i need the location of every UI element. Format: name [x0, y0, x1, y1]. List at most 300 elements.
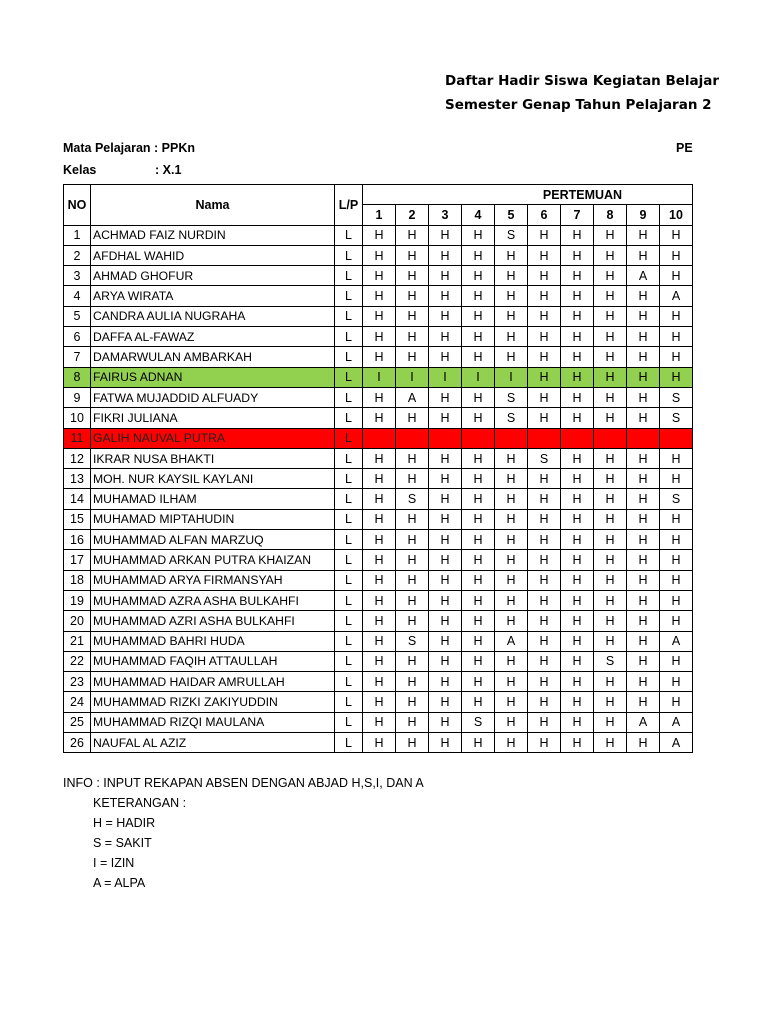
cell-lp[interactable]: L [335, 651, 363, 671]
cell-lp[interactable]: L [335, 367, 363, 387]
cell-attendance[interactable]: H [528, 733, 561, 753]
cell-attendance[interactable]: H [660, 448, 693, 468]
cell-attendance[interactable]: H [396, 509, 429, 529]
cell-attendance[interactable]: H [627, 408, 660, 428]
cell-attendance[interactable]: H [363, 408, 396, 428]
cell-attendance[interactable]: H [495, 733, 528, 753]
cell-attendance[interactable]: H [363, 387, 396, 407]
cell-attendance[interactable]: H [627, 692, 660, 712]
cell-name[interactable]: MUHAMMAD RIZKI ZAKIYUDDIN [91, 692, 335, 712]
cell-attendance[interactable]: A [660, 286, 693, 306]
cell-attendance[interactable]: H [462, 590, 495, 610]
cell-no[interactable]: 5 [64, 306, 91, 326]
cell-attendance[interactable]: H [363, 327, 396, 347]
cell-attendance[interactable]: H [561, 448, 594, 468]
cell-attendance[interactable]: H [627, 590, 660, 610]
cell-attendance[interactable]: H [363, 570, 396, 590]
cell-lp[interactable]: L [335, 509, 363, 529]
cell-attendance[interactable]: H [363, 611, 396, 631]
cell-lp[interactable]: L [335, 448, 363, 468]
cell-attendance[interactable]: H [495, 347, 528, 367]
cell-attendance[interactable]: H [627, 651, 660, 671]
cell-name[interactable]: IKRAR NUSA BHAKTI [91, 448, 335, 468]
cell-attendance[interactable]: H [627, 469, 660, 489]
cell-name[interactable]: MUHAMMAD HAIDAR AMRULLAH [91, 672, 335, 692]
cell-attendance[interactable]: A [660, 712, 693, 732]
cell-attendance[interactable]: H [495, 570, 528, 590]
cell-attendance[interactable]: H [495, 266, 528, 286]
cell-attendance[interactable]: H [363, 469, 396, 489]
cell-attendance[interactable]: H [495, 448, 528, 468]
cell-attendance[interactable]: H [495, 306, 528, 326]
cell-attendance[interactable]: H [363, 530, 396, 550]
cell-lp[interactable]: L [335, 387, 363, 407]
cell-lp[interactable]: L [335, 631, 363, 651]
cell-attendance[interactable]: H [594, 672, 627, 692]
cell-attendance[interactable]: H [462, 733, 495, 753]
cell-lp[interactable]: L [335, 570, 363, 590]
cell-no[interactable]: 6 [64, 327, 91, 347]
cell-attendance[interactable]: H [660, 266, 693, 286]
cell-no[interactable]: 15 [64, 509, 91, 529]
cell-attendance[interactable]: H [561, 387, 594, 407]
cell-attendance[interactable]: H [462, 245, 495, 265]
cell-lp[interactable]: L [335, 733, 363, 753]
cell-attendance[interactable]: H [528, 327, 561, 347]
cell-attendance[interactable]: H [429, 712, 462, 732]
cell-attendance[interactable]: H [627, 672, 660, 692]
cell-attendance[interactable]: H [495, 327, 528, 347]
cell-lp[interactable]: L [335, 692, 363, 712]
cell-attendance[interactable]: H [396, 611, 429, 631]
cell-attendance[interactable]: H [561, 509, 594, 529]
cell-attendance[interactable]: H [528, 590, 561, 610]
cell-attendance[interactable]: H [627, 611, 660, 631]
cell-attendance[interactable]: H [528, 509, 561, 529]
cell-attendance[interactable]: S [495, 387, 528, 407]
cell-attendance[interactable]: H [594, 733, 627, 753]
cell-attendance[interactable]: S [495, 225, 528, 245]
cell-attendance[interactable]: S [594, 651, 627, 671]
cell-attendance[interactable]: I [429, 367, 462, 387]
cell-no[interactable]: 3 [64, 266, 91, 286]
cell-attendance[interactable]: H [528, 367, 561, 387]
cell-attendance[interactable]: H [561, 367, 594, 387]
cell-attendance[interactable]: H [429, 489, 462, 509]
cell-attendance[interactable]: H [462, 672, 495, 692]
cell-attendance[interactable]: H [363, 306, 396, 326]
cell-attendance[interactable]: H [561, 672, 594, 692]
cell-attendance[interactable]: H [495, 509, 528, 529]
cell-attendance[interactable]: H [495, 286, 528, 306]
cell-attendance[interactable]: H [561, 489, 594, 509]
cell-attendance[interactable]: H [561, 245, 594, 265]
cell-attendance[interactable]: I [396, 367, 429, 387]
cell-attendance[interactable]: H [396, 225, 429, 245]
cell-attendance[interactable]: H [462, 469, 495, 489]
cell-attendance[interactable]: H [429, 672, 462, 692]
cell-attendance[interactable]: H [495, 651, 528, 671]
cell-attendance[interactable]: H [528, 245, 561, 265]
cell-attendance[interactable]: H [396, 550, 429, 570]
cell-attendance[interactable]: H [594, 327, 627, 347]
cell-attendance[interactable]: H [627, 509, 660, 529]
cell-attendance[interactable]: H [627, 631, 660, 651]
cell-lp[interactable]: L [335, 489, 363, 509]
cell-attendance[interactable]: H [429, 590, 462, 610]
cell-attendance[interactable]: H [495, 611, 528, 631]
cell-attendance[interactable]: H [429, 387, 462, 407]
cell-attendance[interactable]: I [363, 367, 396, 387]
cell-attendance[interactable]: H [594, 550, 627, 570]
cell-no[interactable]: 2 [64, 245, 91, 265]
cell-attendance[interactable]: H [627, 570, 660, 590]
cell-no[interactable]: 1 [64, 225, 91, 245]
cell-attendance[interactable]: S [462, 712, 495, 732]
cell-attendance[interactable]: H [627, 448, 660, 468]
cell-name[interactable]: GALIH NAUVAL PUTRA [91, 428, 335, 448]
cell-attendance[interactable]: H [396, 408, 429, 428]
cell-attendance[interactable] [627, 428, 660, 448]
cell-no[interactable]: 13 [64, 469, 91, 489]
cell-lp[interactable]: L [335, 266, 363, 286]
cell-lp[interactable]: L [335, 347, 363, 367]
cell-name[interactable]: MUHAMMAD FAQIH ATTAULLAH [91, 651, 335, 671]
cell-attendance[interactable]: H [429, 570, 462, 590]
cell-name[interactable]: MUHAMMAD BAHRI HUDA [91, 631, 335, 651]
cell-name[interactable]: ARYA WIRATA [91, 286, 335, 306]
cell-attendance[interactable]: H [363, 550, 396, 570]
cell-attendance[interactable]: H [462, 286, 495, 306]
cell-attendance[interactable]: H [594, 570, 627, 590]
cell-attendance[interactable]: S [396, 631, 429, 651]
cell-name[interactable]: MUHAMAD MIPTAHUDIN [91, 509, 335, 529]
cell-attendance[interactable]: H [363, 245, 396, 265]
cell-name[interactable]: DAMARWULAN AMBARKAH [91, 347, 335, 367]
cell-attendance[interactable]: H [561, 692, 594, 712]
cell-attendance[interactable]: H [561, 570, 594, 590]
cell-attendance[interactable]: H [396, 692, 429, 712]
cell-attendance[interactable]: H [462, 509, 495, 529]
cell-attendance[interactable]: H [363, 672, 396, 692]
cell-attendance[interactable]: H [660, 327, 693, 347]
cell-attendance[interactable]: H [462, 550, 495, 570]
cell-lp[interactable]: L [335, 306, 363, 326]
cell-no[interactable]: 20 [64, 611, 91, 631]
cell-attendance[interactable]: H [363, 590, 396, 610]
cell-name[interactable]: AFDHAL WAHID [91, 245, 335, 265]
cell-no[interactable]: 8 [64, 367, 91, 387]
cell-attendance[interactable]: H [429, 306, 462, 326]
cell-no[interactable]: 10 [64, 408, 91, 428]
cell-lp[interactable]: L [335, 408, 363, 428]
cell-no[interactable]: 12 [64, 448, 91, 468]
cell-attendance[interactable] [462, 428, 495, 448]
cell-attendance[interactable] [495, 428, 528, 448]
cell-attendance[interactable]: H [429, 692, 462, 712]
cell-lp[interactable]: L [335, 712, 363, 732]
cell-lp[interactable]: L [335, 550, 363, 570]
cell-attendance[interactable]: H [528, 712, 561, 732]
cell-attendance[interactable]: H [528, 489, 561, 509]
cell-lp[interactable]: L [335, 530, 363, 550]
cell-attendance[interactable]: H [396, 530, 429, 550]
cell-attendance[interactable]: H [627, 225, 660, 245]
cell-attendance[interactable]: H [594, 266, 627, 286]
cell-no[interactable]: 22 [64, 651, 91, 671]
cell-attendance[interactable]: S [528, 448, 561, 468]
cell-name[interactable]: MUHAMMAD ARYA FIRMANSYAH [91, 570, 335, 590]
cell-attendance[interactable]: H [594, 611, 627, 631]
cell-attendance[interactable]: H [396, 266, 429, 286]
cell-attendance[interactable]: H [594, 692, 627, 712]
cell-attendance[interactable]: H [429, 651, 462, 671]
cell-attendance[interactable]: S [660, 387, 693, 407]
cell-attendance[interactable]: H [660, 245, 693, 265]
cell-attendance[interactable]: H [396, 469, 429, 489]
cell-attendance[interactable]: H [396, 306, 429, 326]
cell-name[interactable]: MUHAMMAD AZRA ASHA BULKAHFI [91, 590, 335, 610]
cell-attendance[interactable] [396, 428, 429, 448]
cell-attendance[interactable]: H [363, 509, 396, 529]
cell-attendance[interactable]: H [627, 327, 660, 347]
cell-attendance[interactable]: H [429, 245, 462, 265]
cell-no[interactable]: 14 [64, 489, 91, 509]
cell-name[interactable]: DAFFA AL-FAWAZ [91, 327, 335, 347]
cell-lp[interactable]: L [335, 245, 363, 265]
cell-attendance[interactable]: H [660, 306, 693, 326]
cell-name[interactable]: MOH. NUR KAYSIL KAYLANI [91, 469, 335, 489]
cell-attendance[interactable]: A [396, 387, 429, 407]
cell-no[interactable]: 4 [64, 286, 91, 306]
cell-attendance[interactable]: H [363, 692, 396, 712]
cell-attendance[interactable]: A [660, 631, 693, 651]
cell-attendance[interactable]: H [363, 631, 396, 651]
cell-name[interactable]: FATWA MUJADDID ALFUADY [91, 387, 335, 407]
cell-attendance[interactable]: H [429, 733, 462, 753]
cell-name[interactable]: MUHAMMAD ALFAN MARZUQ [91, 530, 335, 550]
cell-attendance[interactable]: H [396, 651, 429, 671]
cell-attendance[interactable]: I [495, 367, 528, 387]
cell-attendance[interactable]: H [528, 266, 561, 286]
cell-attendance[interactable]: H [462, 347, 495, 367]
cell-attendance[interactable]: H [429, 469, 462, 489]
cell-attendance[interactable]: H [660, 347, 693, 367]
cell-attendance[interactable]: H [627, 550, 660, 570]
cell-attendance[interactable]: H [561, 530, 594, 550]
cell-attendance[interactable]: H [495, 712, 528, 732]
cell-lp[interactable]: L [335, 590, 363, 610]
cell-attendance[interactable]: H [660, 367, 693, 387]
cell-attendance[interactable] [594, 428, 627, 448]
cell-attendance[interactable]: S [396, 489, 429, 509]
cell-attendance[interactable]: H [429, 550, 462, 570]
cell-attendance[interactable]: H [561, 712, 594, 732]
cell-lp[interactable]: L [335, 286, 363, 306]
cell-attendance[interactable]: H [528, 387, 561, 407]
cell-attendance[interactable]: H [396, 590, 429, 610]
cell-attendance[interactable]: H [396, 672, 429, 692]
cell-attendance[interactable]: A [627, 266, 660, 286]
cell-attendance[interactable]: H [363, 286, 396, 306]
cell-attendance[interactable]: H [495, 469, 528, 489]
cell-attendance[interactable]: H [561, 306, 594, 326]
cell-attendance[interactable]: H [594, 448, 627, 468]
cell-attendance[interactable]: H [396, 347, 429, 367]
cell-name[interactable]: MUHAMAD ILHAM [91, 489, 335, 509]
cell-attendance[interactable]: H [594, 306, 627, 326]
cell-attendance[interactable]: H [528, 611, 561, 631]
cell-attendance[interactable] [429, 428, 462, 448]
cell-attendance[interactable]: H [660, 692, 693, 712]
cell-attendance[interactable]: H [528, 306, 561, 326]
cell-attendance[interactable]: H [660, 225, 693, 245]
cell-attendance[interactable]: H [396, 570, 429, 590]
cell-no[interactable]: 17 [64, 550, 91, 570]
cell-attendance[interactable]: H [594, 509, 627, 529]
cell-attendance[interactable]: H [528, 631, 561, 651]
cell-attendance[interactable]: H [627, 387, 660, 407]
cell-attendance[interactable]: A [627, 712, 660, 732]
cell-attendance[interactable]: H [495, 530, 528, 550]
cell-lp[interactable]: L [335, 611, 363, 631]
cell-no[interactable]: 21 [64, 631, 91, 651]
cell-attendance[interactable]: H [660, 509, 693, 529]
cell-attendance[interactable]: H [561, 733, 594, 753]
cell-name[interactable]: MUHAMMAD AZRI ASHA BULKAHFI [91, 611, 335, 631]
cell-attendance[interactable]: H [396, 448, 429, 468]
cell-attendance[interactable]: H [594, 367, 627, 387]
cell-attendance[interactable]: H [396, 245, 429, 265]
cell-attendance[interactable]: H [396, 327, 429, 347]
cell-attendance[interactable]: H [594, 286, 627, 306]
cell-name[interactable]: MUHAMMAD RIZQI MAULANA [91, 712, 335, 732]
cell-attendance[interactable]: H [594, 245, 627, 265]
cell-attendance[interactable]: H [528, 469, 561, 489]
cell-attendance[interactable]: S [495, 408, 528, 428]
cell-attendance[interactable]: H [429, 631, 462, 651]
cell-no[interactable]: 9 [64, 387, 91, 407]
cell-attendance[interactable] [561, 428, 594, 448]
cell-attendance[interactable]: H [660, 672, 693, 692]
cell-attendance[interactable]: H [627, 733, 660, 753]
cell-attendance[interactable]: H [528, 347, 561, 367]
cell-attendance[interactable]: H [429, 286, 462, 306]
cell-attendance[interactable]: H [594, 590, 627, 610]
cell-attendance[interactable]: H [495, 672, 528, 692]
cell-lp[interactable]: L [335, 469, 363, 489]
cell-attendance[interactable]: H [495, 550, 528, 570]
cell-attendance[interactable]: H [363, 448, 396, 468]
cell-attendance[interactable]: H [594, 530, 627, 550]
cell-attendance[interactable]: H [627, 306, 660, 326]
cell-attendance[interactable]: H [561, 651, 594, 671]
cell-attendance[interactable]: H [660, 469, 693, 489]
cell-attendance[interactable]: S [660, 408, 693, 428]
cell-attendance[interactable]: H [660, 651, 693, 671]
cell-attendance[interactable]: H [561, 611, 594, 631]
cell-name[interactable]: CANDRA AULIA NUGRAHA [91, 306, 335, 326]
cell-attendance[interactable]: H [495, 489, 528, 509]
cell-attendance[interactable]: H [528, 570, 561, 590]
cell-attendance[interactable]: H [363, 733, 396, 753]
cell-attendance[interactable]: H [462, 530, 495, 550]
cell-attendance[interactable]: H [363, 712, 396, 732]
cell-no[interactable]: 16 [64, 530, 91, 550]
cell-no[interactable]: 7 [64, 347, 91, 367]
cell-attendance[interactable]: H [528, 408, 561, 428]
cell-attendance[interactable]: H [594, 347, 627, 367]
cell-attendance[interactable]: H [462, 408, 495, 428]
cell-attendance[interactable]: H [363, 651, 396, 671]
cell-name[interactable]: FIKRI JULIANA [91, 408, 335, 428]
cell-attendance[interactable] [660, 428, 693, 448]
cell-attendance[interactable]: H [594, 408, 627, 428]
cell-attendance[interactable]: H [462, 225, 495, 245]
cell-attendance[interactable]: H [429, 408, 462, 428]
cell-attendance[interactable]: H [429, 225, 462, 245]
cell-attendance[interactable]: H [363, 266, 396, 286]
cell-attendance[interactable]: S [660, 489, 693, 509]
cell-attendance[interactable]: H [594, 631, 627, 651]
cell-attendance[interactable]: H [429, 611, 462, 631]
cell-attendance[interactable]: H [495, 590, 528, 610]
cell-attendance[interactable]: H [561, 225, 594, 245]
cell-attendance[interactable]: A [660, 733, 693, 753]
cell-attendance[interactable]: H [429, 509, 462, 529]
cell-attendance[interactable]: H [528, 286, 561, 306]
cell-attendance[interactable]: H [561, 590, 594, 610]
cell-attendance[interactable]: H [495, 692, 528, 712]
cell-attendance[interactable]: H [528, 692, 561, 712]
cell-attendance[interactable]: H [561, 266, 594, 286]
cell-attendance[interactable]: I [462, 367, 495, 387]
cell-name[interactable]: ACHMAD FAIZ NURDIN [91, 225, 335, 245]
cell-attendance[interactable]: H [561, 631, 594, 651]
cell-attendance[interactable]: H [594, 225, 627, 245]
cell-attendance[interactable]: H [462, 651, 495, 671]
cell-attendance[interactable]: H [462, 489, 495, 509]
cell-attendance[interactable]: H [561, 286, 594, 306]
cell-attendance[interactable] [528, 428, 561, 448]
cell-attendance[interactable]: H [429, 327, 462, 347]
cell-attendance[interactable]: H [462, 387, 495, 407]
cell-attendance[interactable]: H [660, 611, 693, 631]
cell-name[interactable]: FAIRUS ADNAN [91, 367, 335, 387]
cell-attendance[interactable]: H [594, 469, 627, 489]
cell-attendance[interactable]: H [561, 347, 594, 367]
cell-attendance[interactable]: H [429, 530, 462, 550]
cell-no[interactable]: 23 [64, 672, 91, 692]
cell-lp[interactable]: L [335, 672, 363, 692]
cell-attendance[interactable]: H [528, 530, 561, 550]
cell-attendance[interactable]: H [462, 570, 495, 590]
cell-lp[interactable]: L [335, 428, 363, 448]
cell-attendance[interactable]: H [528, 550, 561, 570]
cell-attendance[interactable]: H [627, 245, 660, 265]
cell-attendance[interactable]: H [363, 347, 396, 367]
cell-name[interactable]: NAUFAL AL AZIZ [91, 733, 335, 753]
cell-attendance[interactable]: H [561, 408, 594, 428]
cell-attendance[interactable]: H [462, 631, 495, 651]
cell-no[interactable]: 18 [64, 570, 91, 590]
cell-attendance[interactable]: H [495, 245, 528, 265]
cell-name[interactable]: MUHAMMAD ARKAN PUTRA KHAIZAN [91, 550, 335, 570]
cell-attendance[interactable]: H [462, 611, 495, 631]
cell-attendance[interactable]: H [561, 550, 594, 570]
cell-no[interactable]: 25 [64, 712, 91, 732]
cell-attendance[interactable]: H [528, 651, 561, 671]
